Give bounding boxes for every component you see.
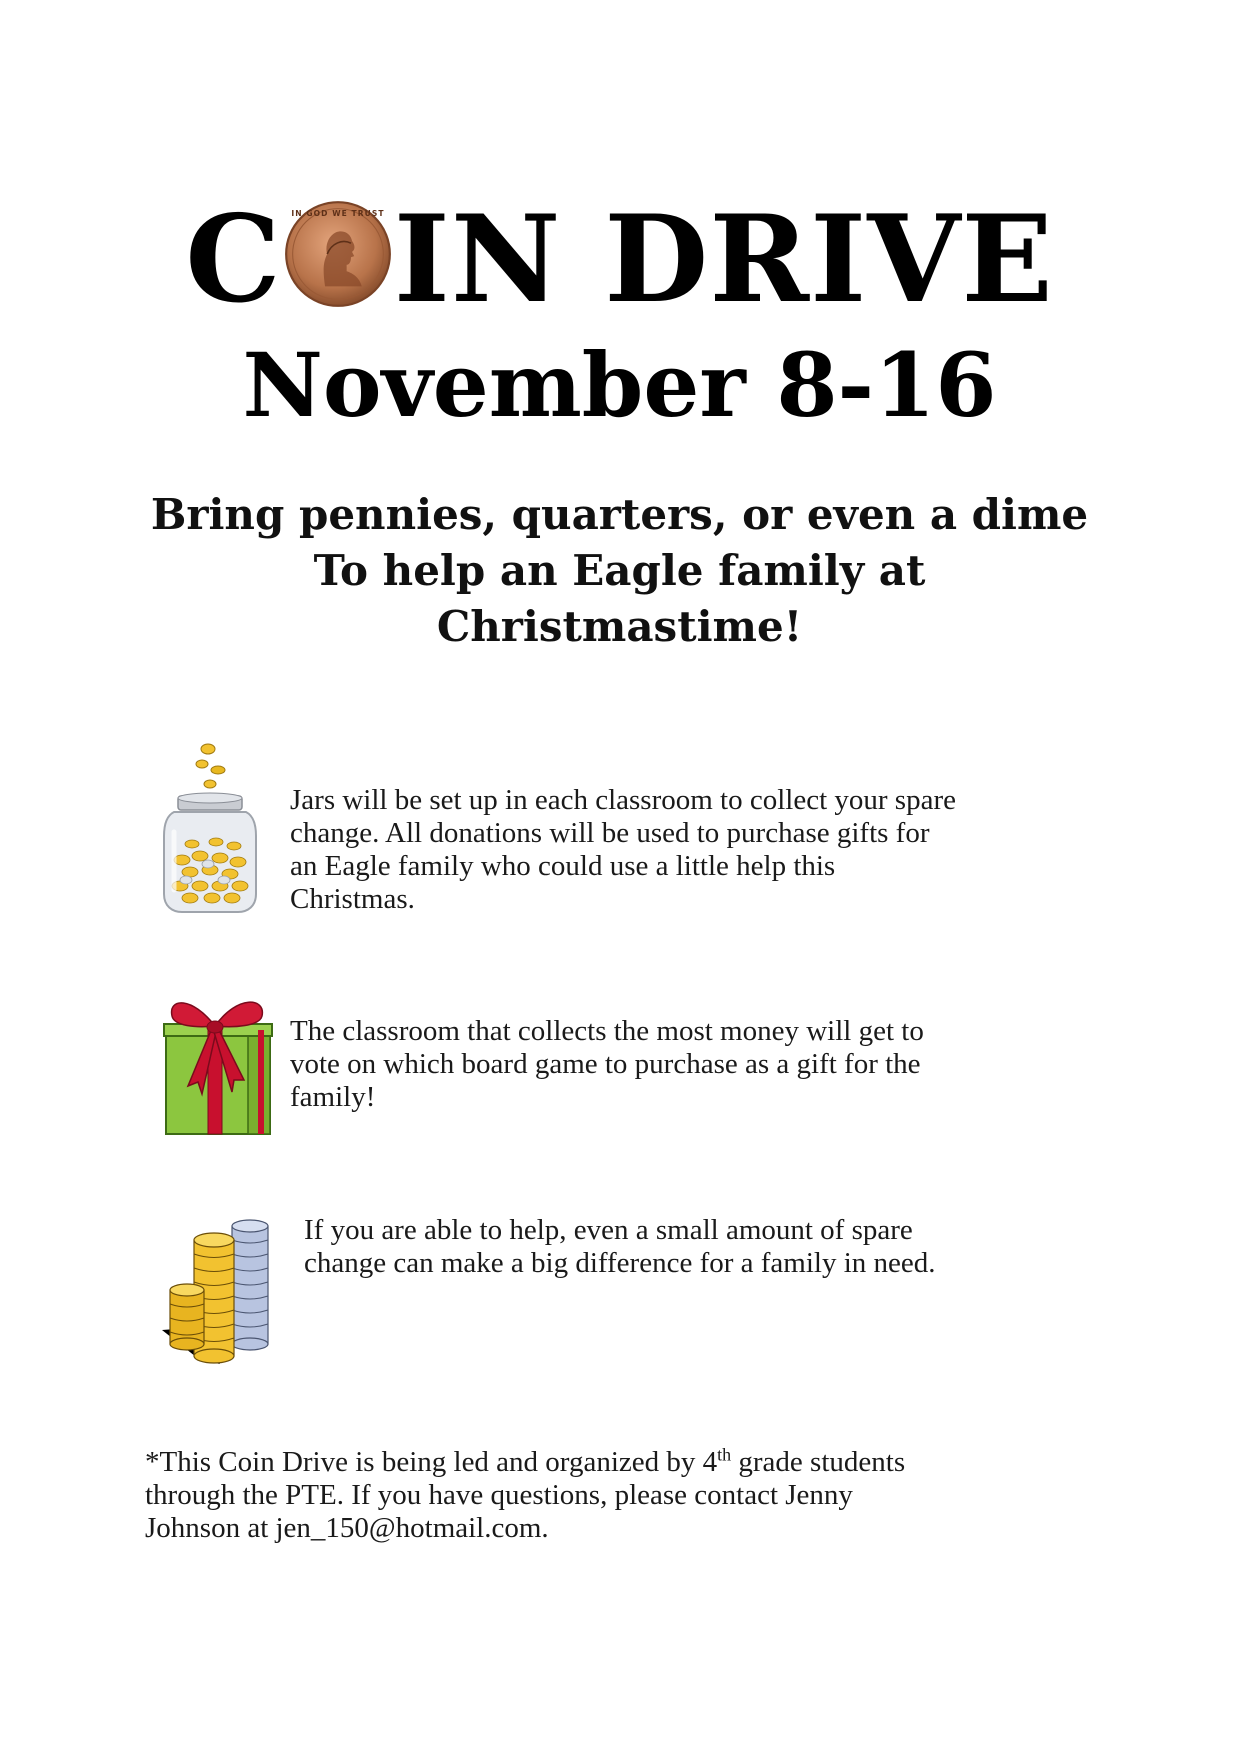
svg-text:IN GOD WE TRUST: IN GOD WE TRUST <box>291 209 385 219</box>
footer-line-1-end: grade students <box>731 1446 906 1478</box>
section-jars-text <box>290 784 956 916</box>
subtitle-line-3: Christmastime! <box>436 602 803 651</box>
section-jars-line: Jars will be set up in each classroom to collect your spare <box>290 784 956 816</box>
footer-line-3: Johnson at jen_150@hotmail.com. <box>145 1512 549 1544</box>
title-rest: IN DRIVE <box>393 188 1054 330</box>
section-gift-line: family! <box>290 1081 376 1113</box>
section-gift-line: The classroom that collects the most money will get to <box>290 1015 924 1047</box>
section-gift-text <box>290 1015 924 1114</box>
penny-icon <box>284 200 392 308</box>
footer-ordinal-suffix: th <box>717 1444 732 1465</box>
event-date: November 8-16 <box>242 333 997 437</box>
subtitle-line-1: Bring pennies, quarters, or even a dime <box>150 490 1089 539</box>
coin-stacks-icon <box>160 1210 290 1374</box>
section-gift-line: vote on which board game to purchase as a gift for the <box>290 1048 921 1080</box>
section-stacks-line: change can make a big difference for a family in need. <box>304 1247 936 1279</box>
section-jars-line: an Eagle family who could use a little help this <box>290 850 836 882</box>
gift-box-icon <box>162 990 274 1142</box>
section-jars-line: Christmas. <box>290 883 415 915</box>
section-stacks-text <box>304 1214 936 1280</box>
subtitle-line-2: To help an Eagle family at <box>313 546 926 595</box>
page-title <box>0 180 1239 330</box>
footer-line-2: through the PTE. If you have questions, please contact Jenny <box>145 1479 853 1511</box>
title-letter-c: C <box>185 188 282 330</box>
footer-line-1 <box>145 1446 905 1479</box>
section-stacks-line: If you are able to help, even a small amount of spare <box>304 1214 913 1246</box>
footer-note <box>145 1446 905 1545</box>
section-jars-line: change. All donations will be used to purchase gifts for <box>290 817 930 849</box>
coin-jar-icon <box>160 740 260 920</box>
footer-line-1-start: *This Coin Drive is being led and organized by 4 <box>145 1446 718 1478</box>
